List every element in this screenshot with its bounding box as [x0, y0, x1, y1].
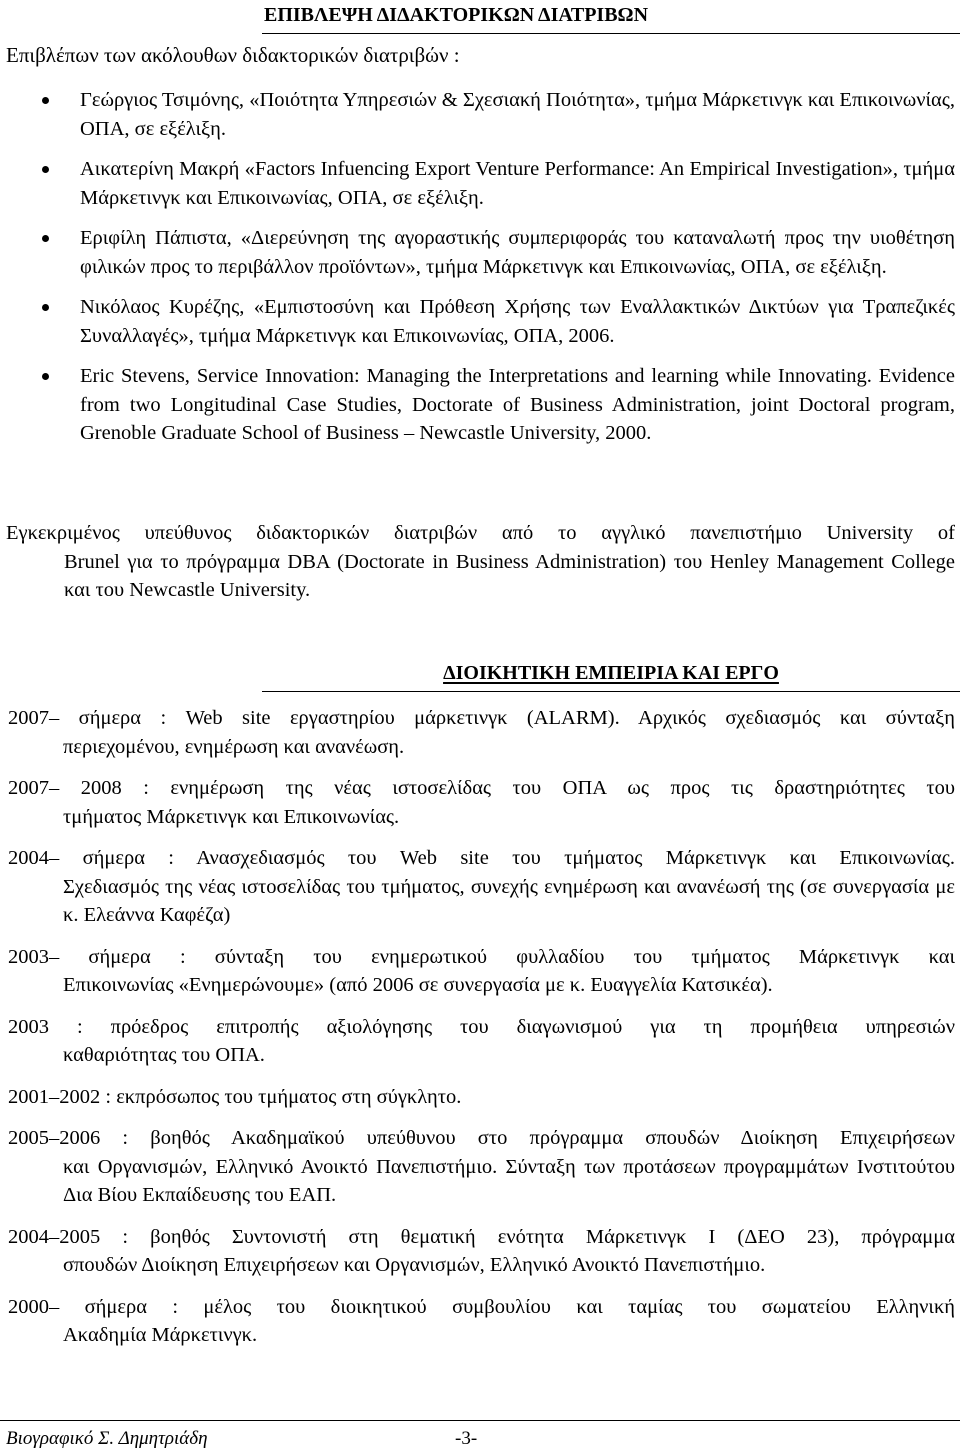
footer-divider: [0, 1420, 960, 1421]
bullet-icon: [42, 97, 49, 104]
entry-continuation: τμήματος Μάρκετινγκ και Επικοινωνίας.: [63, 805, 400, 828]
entry-first-line: 2004–2005 : βοηθός Συντονιστή στη θεματική ενότητα Μάρκετινγκ Ι (ΔΕΟ 23), πρόγραμμα: [8, 1225, 955, 1248]
bullet-icon: [42, 235, 49, 242]
list-item-text: Νικόλαος Κυρέζης, «Εμπιστοσύνη και Πρόθεση Χρήσης των Εναλλακτικών Δικτύων για Τραπεζικές Συναλλαγές», τμήμα Μάρκετινγκ και Επικοινωνίας, ΟΠΑ, 2006.: [80, 296, 955, 347]
entry-item: [0, 704, 960, 761]
list-item-text: Αικατερίνη Μακρή «Factors Infuencing Export Venture Performance: An Empirical Investigation», τμήμα Μάρκετινγκ και Επικοινωνίας, ΟΠΑ, σε εξέλιξη.: [80, 158, 955, 209]
entry-first-line: 2001–2002 : εκπρόσωπος του τμήματος στη σύγκλητο.: [8, 1085, 462, 1108]
section-title-text: ΔΙΟΙΚΗΤΙΚΗ ΕΜΠΕΙΡΙΑ ΚΑΙ ΕΡΓΟ: [443, 662, 779, 684]
list-item-text: Eric Stevens, Service Innovation: Managing the Interpretations and learning while Innovating. Evidence from two Longitudinal Case Studies, Doctorate of Business Administration, joint Doctoral program, Grenoble Graduate School of Business – Newcastle University, 2000.: [80, 365, 955, 444]
bullet-icon: [42, 166, 49, 173]
entry-first-line: 2007– 2008 : ενημέρωση της νέας ιστοσελίδας του ΟΠΑ ως προς τις δραστηριότητες του: [8, 777, 955, 799]
entry-item: [0, 1124, 960, 1210]
approved-paragraph-rest: Brunel για το πρόγραμμα DBA (Doctorate in Business Administration) του Henley Management College και του Newcastle University.: [64, 550, 955, 601]
entry-first-line: 2000– σήμερα : μέλος του διοικητικού συμβουλίου και ταμίας του σωματείου Ελληνική: [8, 1295, 955, 1318]
entry-first-line: 2007– σήμερα : Web site εργαστηρίου μάρκετινγκ (ALARM). Αρχικός σχεδιασμός και σύνταξη: [8, 707, 955, 729]
list-item: [0, 224, 960, 281]
entry-first-line: 2005–2006 : βοηθός Ακαδημαϊκού υπεύθυνου στο πρόγραμμα σπουδών Διοίκηση Επιχειρήσεων: [8, 1127, 955, 1149]
section-title-supervision: ΕΠΙΒΛΕΨΗ ΔΙΔΑΚΤΟΡΙΚΩΝ ΔΙΑΤΡΙΒΩΝ: [262, 0, 960, 34]
footer-author: Βιογραφικό Σ. Δημητριάδη: [6, 1428, 208, 1449]
entry-item: [0, 774, 960, 831]
list-item: [0, 293, 960, 350]
entry-item: [0, 1013, 960, 1070]
list-item: [0, 155, 960, 212]
entry-first-line: 2003 : πρόεδρος επιτροπής αξιολόγησης του διαγωνισμού για τη προμήθεια υπηρεσιών: [8, 1015, 955, 1038]
entry-continuation: Επικοινωνίας «Ενημερώνουμε» (από 2006 σε συνεργασία με κ. Ευαγγελία Κατσικέα).: [63, 974, 773, 996]
page-number: -3-: [455, 1428, 478, 1449]
entry-item: [0, 1293, 960, 1350]
entry-first-line: 2004– σήμερα : Ανασχεδιασμός του Web site του τμήματος Μάρκετινγκ και Επικοινωνίας.: [8, 847, 955, 869]
bullet-icon: [42, 373, 49, 380]
list-item-text: Γεώργιος Τσιμόνης, «Ποιότητα Υπηρεσιών & Σχεσιακή Ποιότητα», τμήμα Μάρκετινγκ και Επικοινωνίας, ΟΠΑ, σε εξέλιξη.: [80, 89, 955, 140]
approved-supervisor-paragraph: [6, 519, 955, 605]
list-item: [0, 362, 960, 448]
approved-paragraph-first-line: Εγκεκριμένος υπεύθυνος διδακτορικών διατριβών από το αγγλικό πανεπιστήμιο University of: [6, 522, 955, 544]
supervision-list: [0, 86, 960, 460]
list-item-text: Εριφίλη Πάπιστα, «Διερεύνηση της αγοραστικής συμπεριφοράς του καταναλωτή προς την υιοθέτηση φιλικών προς το περιβάλλον προϊόντων», τμήμα Μάρκετινγκ και Επικοινωνίας, ΟΠΑ, σε εξέλιξη.: [80, 227, 955, 278]
section-title-administrative: [262, 658, 960, 692]
entry-continuation: περιεχομένου, ενημέρωση και ανανέωση.: [63, 735, 405, 758]
administrative-entries: [0, 704, 960, 1363]
bullet-icon: [42, 304, 49, 311]
entry-item: [0, 844, 960, 930]
entry-item: [0, 1083, 960, 1112]
entry-continuation: Σχεδιασμός της νέας ιστοσελίδας του τμήματος, συνεχής ενημέρωση και ανανέωσή της (σε συνεργασία με κ. Ελεάννα Καφέζα): [63, 875, 955, 926]
entry-first-line: 2003– σήμερα : σύνταξη του ενημερωτικού φυλλαδίου του τμήματος Μάρκετινγκ και: [8, 945, 955, 968]
entry-continuation: και Οργανισμών, Ελληνικό Ανοικτό Πανεπιστήμιο. Σύνταξη των προτάσεων προγραμμάτων Ινστιτούτου Δια Βίου Εκπαίδευσης του ΕΑΠ.: [63, 1155, 955, 1206]
entry-item: [0, 1223, 960, 1280]
entry-item: [0, 943, 960, 1000]
list-item: [0, 86, 960, 143]
entry-continuation: καθαριότητας του ΟΠΑ.: [63, 1044, 265, 1066]
entry-continuation: σπουδών Διοίκηση Επιχειρήσεων και Οργανισμών, Ελληνικό Ανοικτό Πανεπιστήμιο.: [63, 1254, 766, 1276]
supervision-intro: Επιβλέπων των ακόλουθων διδακτορικών διατριβών :: [6, 43, 460, 67]
entry-continuation: Ακαδημία Μάρκετινγκ.: [63, 1324, 258, 1346]
